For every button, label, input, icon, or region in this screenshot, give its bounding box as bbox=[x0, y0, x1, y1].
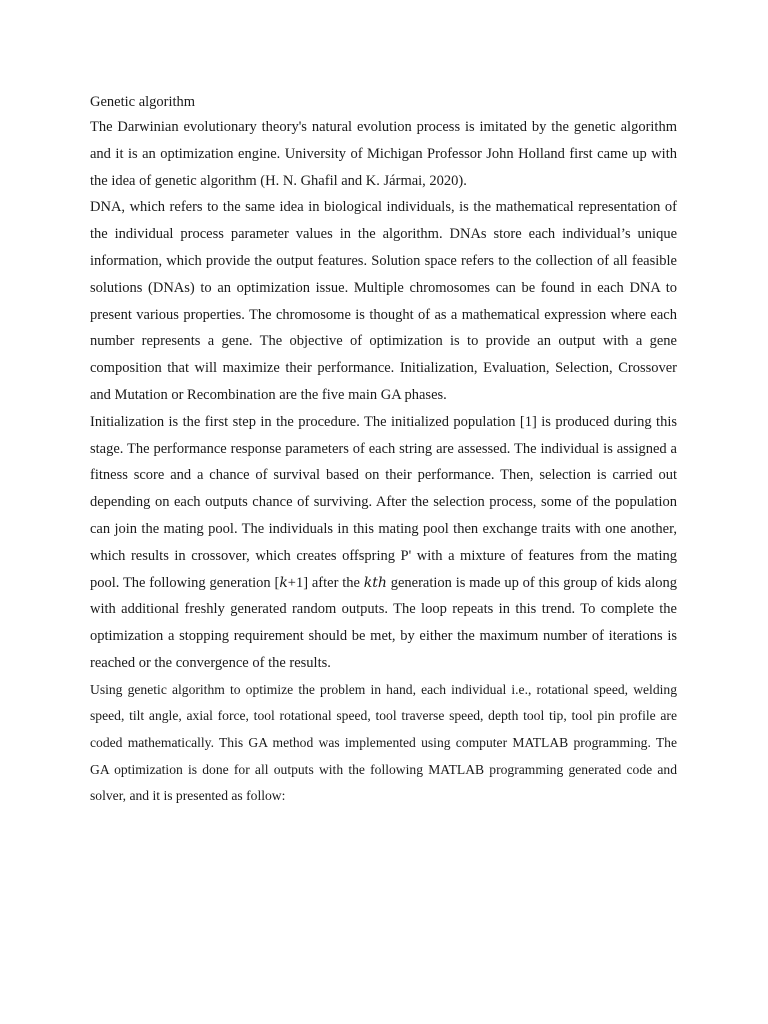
paragraph-implementation: Using genetic algorithm to optimize the problem in hand, each individual i.e., rotational speed, welding speed, tilt angle, axial force, tool rotational speed, tool traverse speed, depth tool tip, tool pin profile are coded mathematically. This GA method was implemented using computer MATLAB programming. The GA optimization is done for all outputs with the following MATLAB programming generated code and solver, and it is presented as follow: bbox=[90, 681, 677, 804]
paragraph-procedure bbox=[90, 409, 677, 677]
math-kth: kth bbox=[363, 574, 387, 591]
section-heading: Genetic algorithm bbox=[90, 94, 196, 110]
document-page bbox=[90, 92, 677, 810]
procedure-text-3: generation is made up of this group of kids along with additional freshly generated random outputs. The loop repeats in this trend. To complete the optimization a stopping requirement should be met, by either the maximum number of iterations is reached or the convergence of the results. bbox=[90, 574, 678, 671]
paragraph-dna: DNA, which refers to the same idea in biological individuals, is the mathematical representation of the individual process parameter values in the algorithm. DNAs store each individual’s unique information, which provide the output features. Solution space refers to the collection of all feasible solutions (DNAs) to an optimization issue. Multiple chromosomes can be found in each DNA to present various properties. The chromosome is thought of as a mathematical expression where each number represents a gene. The objective of optimization is to provide an output with a gene composition that will maximize their performance. Initialization, Evaluation, Selection, Crossover and Mutation or Recombination are the five main GA phases. bbox=[90, 199, 677, 403]
procedure-text-2: +1] after the bbox=[287, 574, 364, 591]
procedure-text-1: Initialization is the first step in the procedure. The initialized population [1] is produced during this stage. The performance response parameters of each string are assessed. The individual is assigned a fitness score and a chance of survival based on their performance. Then, selection is carried out depending on each outputs chance of surviving. After the selection process, some of the population can join the mating pool. The individuals in this mating pool then exchange traits with one another, which results in crossover, which creates offspring P' with a mixture of features from the mating pool. The following generation [ bbox=[90, 413, 677, 591]
paragraph-intro: The Darwinian evolutionary theory's natural evolution process is imitated by the genetic algorithm and it is an optimization engine. University of Michigan Professor John Holland first came up with the idea of genetic algorithm (H. N. Ghafil and K. Jármai, 2020). bbox=[90, 119, 677, 189]
math-k: k bbox=[279, 574, 288, 591]
